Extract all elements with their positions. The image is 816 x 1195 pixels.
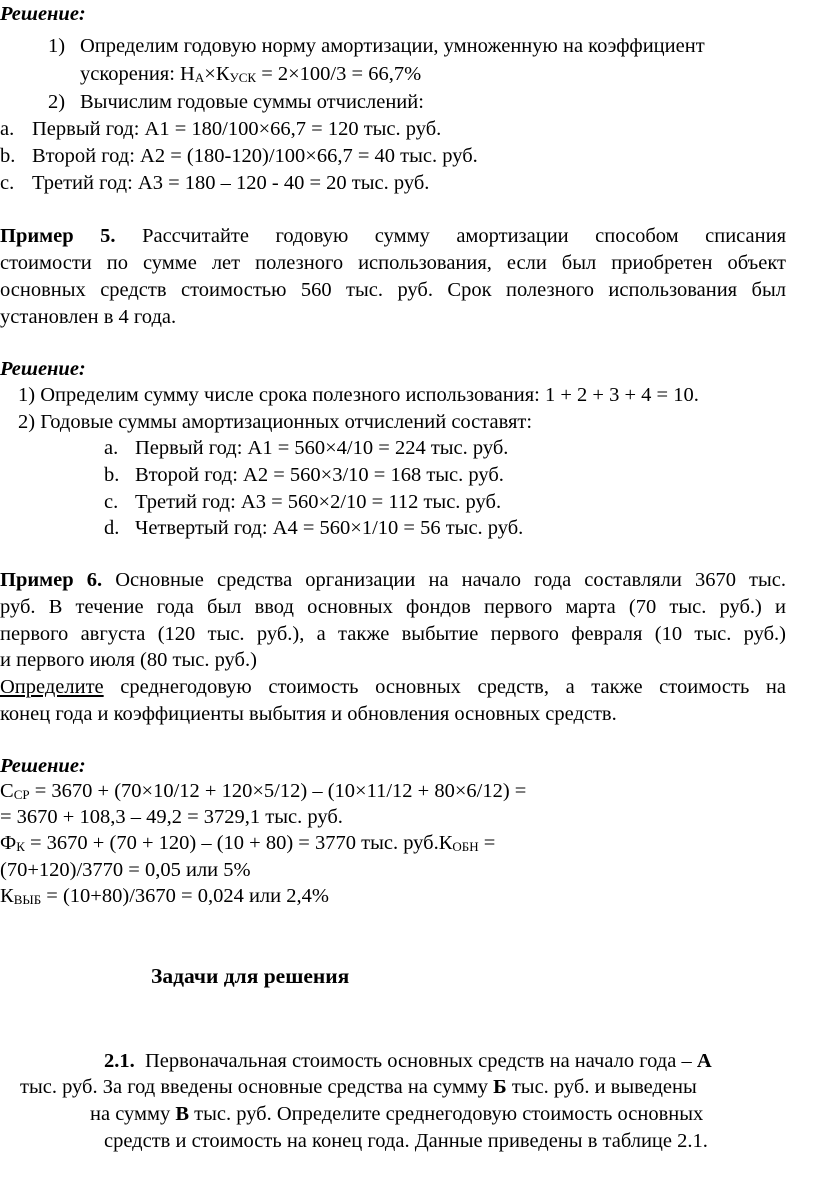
formula-line: $Ф_К = 3670 + (70 + 120) - (10 + 80) = 3770$ тыс. $руб.К_{ОБН}$ = xyxy=(0,832,496,854)
solution-step-text: 2) Годовые суммы амортизационных отчислений составят: xyxy=(18,411,533,433)
example-label: Пример 6. xyxy=(0,569,103,591)
list-marker: a. xyxy=(0,118,15,140)
list-marker: a. xyxy=(104,437,119,459)
example-paragraph-line: Определите среднегодовую стоимость основных средств, а также стоимость на xyxy=(0,676,786,698)
task-text-line: средств и стоимость на конец года. Данные приведены в таблице 2.1. xyxy=(104,1130,708,1152)
formula-line: = 3670 + 108,3 – 49,2 = 3729,1 тыс. руб. xyxy=(0,806,343,828)
solution-heading: Решение: xyxy=(0,755,86,777)
example-paragraph-line: руб. В течение года был ввод основных фондов первого марта (70 тыс. руб.) и xyxy=(0,596,786,618)
list-item: Первый год: А1 = 560×4/10 = 224 тыс. руб. xyxy=(135,437,509,459)
task-text-line: 2.1. Первоначальная стоимость основных средств на начало года – А xyxy=(104,1050,712,1072)
list-marker: d. xyxy=(104,517,120,539)
list-item: Первый год: А1 = 180/100×66,7 = 120 тыс. руб. xyxy=(32,118,442,140)
solution-heading: Решение: xyxy=(0,3,86,25)
underlined-word: Определите xyxy=(0,676,104,698)
formula-line: ускорения: $Н_А\times К_{УСК} = 2\times 100/3 = 66,7\%$ xyxy=(80,63,422,85)
formula-line: $К_{ВЫБ} = (10+80)/3670 = 0,024$ или 2,4% xyxy=(0,885,329,907)
solution-step-text: Вычислим годовые суммы отчислений: xyxy=(80,91,424,113)
list-marker: b. xyxy=(104,464,120,486)
example-label: Пример 5. xyxy=(0,225,116,247)
list-item: Третий год: А3 = 560×2/10 = 112 тыс. руб. xyxy=(135,491,502,513)
list-item: Третий год: А3 = 180 – 120 - 40 = 20 тыс. руб. xyxy=(32,172,430,194)
example-paragraph-line: основных средств стоимостью 560 тыс. руб. Срок полезного использования был xyxy=(0,279,786,301)
example-paragraph-line: Пример 6. Основные средства организации на начало года составляли 3670 тыс. xyxy=(0,569,787,591)
list-number: 2) xyxy=(48,91,66,113)
example-paragraph-line: стоимости по сумме лет полезного использования, если был приобретен объект xyxy=(0,252,786,274)
example-paragraph-line: конец года и коэффициенты выбытия и обновления основных средств. xyxy=(0,703,617,725)
solution-step-text: 1) Определим сумму числе срока полезного использования: 1 + 2 + 3 + 4 = 10. xyxy=(18,384,699,406)
list-item: Второй год: А2 = (180-120)/100×66,7 = 40 тыс. руб. xyxy=(32,145,478,167)
solution-step-text: Определим годовую норму амортизации, умноженную на коэффициент xyxy=(80,35,705,57)
example-paragraph-line: и первого июля (80 тыс. руб.) xyxy=(0,649,257,671)
list-item: Второй год: А2 = 560×3/10 = 168 тыс. руб. xyxy=(135,464,504,486)
list-marker: c. xyxy=(104,491,119,513)
solution-heading: Решение: xyxy=(0,358,86,380)
example-paragraph-line: установлен в 4 года. xyxy=(0,306,177,328)
task-text-line: тыс. руб. За год введены основные средства на сумму Б тыс. руб. и выведены xyxy=(20,1076,697,1098)
example-paragraph-line: Пример 5. Рассчитайте годовую сумму амортизации способом списания xyxy=(0,225,787,247)
list-number: 1) xyxy=(48,35,66,57)
list-marker: b. xyxy=(0,145,16,167)
list-marker: c. xyxy=(0,172,15,194)
task-number: 2.1. xyxy=(104,1050,135,1072)
section-title: Задачи для решения xyxy=(151,964,350,988)
formula-line: (70+120)/3770 = 0,05 или 5% xyxy=(0,859,251,881)
example-paragraph-line: первого августа (120 тыс. руб.), а также выбытие первого февраля (10 тыс. руб.) xyxy=(0,623,786,645)
task-text-line: на сумму В тыс. руб. Определите среднегодовую стоимость основных xyxy=(90,1103,704,1125)
list-item: Четвертый год: А4 = 560×1/10 = 56 тыс. руб. xyxy=(135,517,524,539)
formula-line: $С_{СР} = 3670 + (70\times 10/12 + 120\times 5/12) - (10\times 11/12 + 80\times 6/12)$ = xyxy=(0,780,527,802)
